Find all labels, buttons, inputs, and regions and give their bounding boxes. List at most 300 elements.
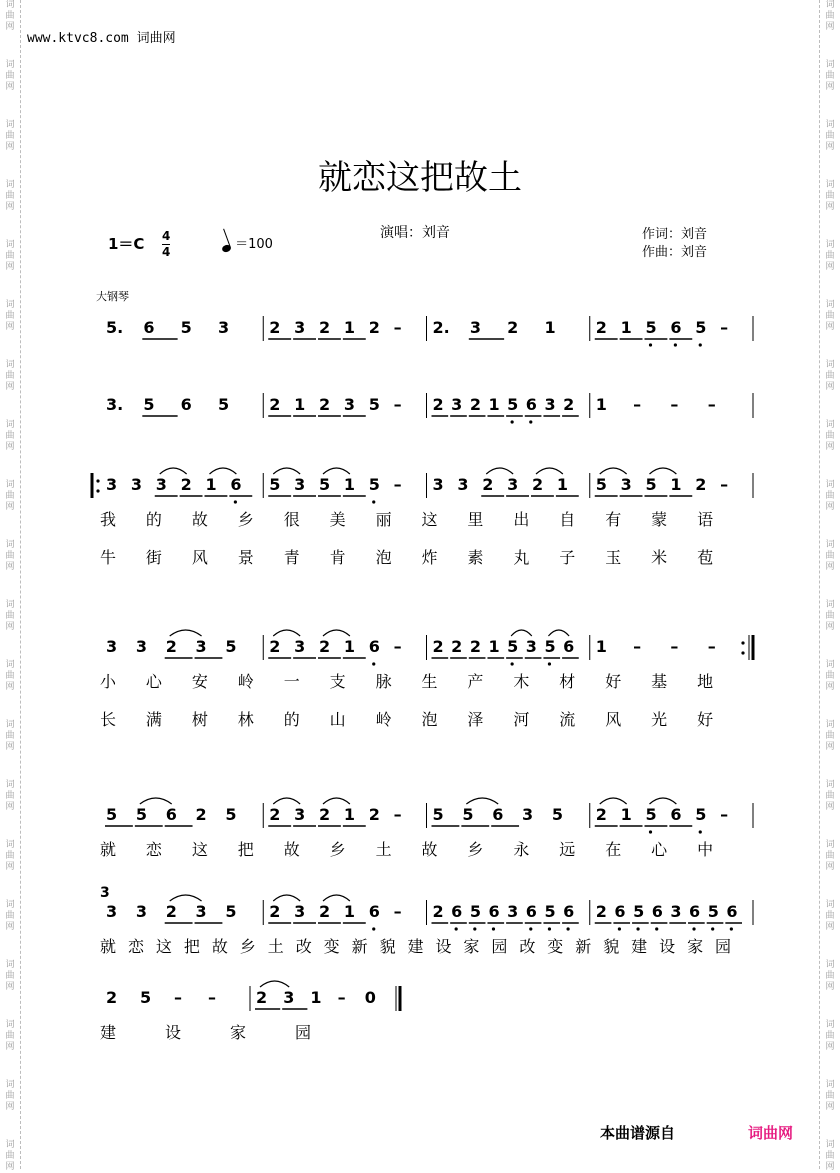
note: 2	[269, 902, 281, 921]
lyric-char: 山	[329, 710, 346, 729]
lyric-char: 自	[559, 510, 576, 529]
note: 5	[507, 637, 519, 656]
lyric-char: 土	[267, 937, 284, 956]
lyric-char: 泽	[467, 710, 484, 729]
note: 2	[195, 805, 207, 824]
lyric-char: 心	[145, 672, 162, 691]
octave-dot	[511, 420, 514, 423]
watermark-text: 词 曲 网	[825, 60, 835, 92]
note: 6	[230, 475, 242, 494]
note: 6	[563, 902, 575, 921]
note: 6	[651, 902, 663, 921]
note: –	[393, 805, 402, 824]
note: 3	[294, 475, 306, 494]
note: –	[393, 475, 402, 494]
watermark-text: 词 曲 网	[5, 1080, 15, 1112]
note: 2	[451, 637, 463, 656]
watermark-text: 词 曲 网	[5, 420, 15, 452]
lyric-char: 这	[155, 937, 172, 956]
lyric-char: 设	[435, 937, 452, 956]
note: 2	[165, 637, 177, 656]
lyric-char: 把	[237, 840, 254, 859]
lyric-char: 乡	[467, 840, 484, 859]
note: 5	[143, 395, 155, 414]
lyric-char: 里	[467, 510, 484, 529]
lyric-char: 心	[651, 840, 668, 859]
lyric-char: 建	[631, 937, 648, 956]
lyric-char: 这	[421, 510, 438, 529]
lyric-char: 恋	[145, 840, 162, 859]
lyric-char: 支	[329, 672, 346, 691]
watermark-text: 词 曲 网	[5, 0, 15, 32]
note: –	[720, 475, 729, 494]
note: 5	[319, 475, 331, 494]
lyric-char: 新	[575, 937, 592, 956]
octave-dot	[473, 927, 476, 930]
slur	[548, 630, 569, 636]
lyric-char: 风	[605, 710, 622, 729]
watermark-text: 词 曲 网	[825, 360, 835, 392]
note: 0	[364, 988, 376, 1007]
key-signature: 1＝C	[108, 235, 145, 253]
note: 1	[343, 318, 356, 337]
note: 2	[482, 475, 494, 494]
note: 5	[469, 902, 481, 921]
note: 1	[488, 637, 500, 656]
note: 3	[343, 395, 356, 414]
lyric-char: 安	[191, 672, 208, 691]
octave-dot	[649, 830, 652, 833]
lyric-char: 园	[491, 937, 508, 956]
time-signature-bottom: 4	[162, 245, 171, 259]
note: 5	[217, 395, 230, 414]
note: 3	[217, 318, 230, 337]
note: 3	[432, 475, 444, 494]
note: –	[720, 805, 729, 824]
note: 2	[595, 902, 607, 921]
note: –	[720, 318, 729, 337]
watermark-text: 词 曲 网	[825, 540, 835, 572]
slur	[273, 630, 300, 636]
note: 3	[135, 902, 147, 921]
note: 2	[532, 475, 544, 494]
slur	[650, 798, 677, 804]
lyric-char: 这	[191, 840, 208, 859]
note: 5	[225, 902, 237, 921]
slur	[323, 468, 350, 474]
watermark-text: 词 曲 网	[5, 60, 15, 92]
note: 2	[319, 805, 331, 824]
repeat-dot	[96, 489, 99, 492]
watermark-text: 词 曲 网	[825, 420, 835, 452]
note: 6	[525, 902, 537, 921]
octave-dot	[492, 927, 495, 930]
lyric-char: 地	[697, 672, 714, 691]
note: 3	[620, 475, 632, 494]
note: 2.	[432, 318, 450, 337]
lyric-char: 乡	[239, 937, 256, 956]
watermark-text: 词 曲 网	[825, 1020, 835, 1052]
lyric-char: 炸	[421, 548, 438, 567]
note: –	[337, 988, 346, 1007]
note: 5	[645, 318, 657, 337]
note: 3	[195, 637, 207, 656]
watermark-text: 词 曲 网	[5, 1020, 15, 1052]
note: 5	[633, 902, 645, 921]
watermark-text: 词 曲 网	[825, 240, 835, 272]
lyric-char: 生	[421, 672, 438, 691]
lyric-char: 的	[283, 710, 300, 729]
octave-dot	[529, 927, 532, 930]
note: 3	[544, 395, 556, 414]
note: 2	[269, 805, 281, 824]
octave-dot	[730, 927, 733, 930]
note: –	[707, 637, 716, 656]
repeat-dot	[741, 651, 744, 654]
note: 1	[205, 475, 217, 494]
watermark-text: 词 曲 网	[825, 480, 835, 512]
note: 1	[488, 395, 500, 414]
note: 5	[544, 637, 556, 656]
watermark-text: 词 曲 网	[5, 960, 15, 992]
note: 5.	[106, 318, 124, 337]
slur	[273, 895, 300, 901]
lyric-char: 我	[100, 510, 117, 529]
slur	[511, 630, 532, 636]
note: 2	[469, 637, 481, 656]
note: 3	[155, 475, 167, 494]
note: –	[393, 395, 402, 414]
note: 5	[180, 318, 192, 337]
watermark-text: 词 曲 网	[5, 540, 15, 572]
note: –	[208, 988, 216, 1007]
watermark-text: 词 曲 网	[5, 240, 15, 272]
note: 6	[368, 637, 380, 656]
lyric-char: 貌	[379, 937, 396, 956]
note: 1	[294, 395, 306, 414]
note: 5	[225, 637, 237, 656]
note: 3	[507, 475, 519, 494]
note: 3	[283, 988, 295, 1007]
lyric-char: 的	[145, 510, 162, 529]
note: 2	[695, 475, 707, 494]
note: 3	[195, 902, 207, 921]
lyric-char: 家	[230, 1023, 247, 1042]
note: 3	[294, 637, 306, 656]
octave-dot	[649, 343, 652, 346]
note: 3	[670, 902, 682, 921]
note: 2	[269, 395, 281, 414]
note: 2	[469, 395, 481, 414]
note: –	[670, 637, 679, 656]
note: 3	[130, 475, 143, 494]
lyric-char: 岭	[375, 710, 392, 729]
note: 2	[595, 318, 607, 337]
lyric-char: 变	[547, 937, 564, 956]
octave-dot	[674, 343, 677, 346]
note: 5	[269, 475, 281, 494]
lyric-char: 出	[513, 510, 530, 529]
octave-dot	[234, 500, 237, 503]
watermark-text: 词 曲 网	[5, 180, 15, 212]
note: 6	[525, 395, 537, 414]
note: 1	[343, 902, 356, 921]
note: 5	[551, 805, 564, 824]
note: 2	[319, 395, 331, 414]
note: 6	[165, 805, 177, 824]
lyric-char: 景	[237, 548, 254, 567]
slur	[273, 798, 300, 804]
note: 3	[522, 805, 534, 824]
lyric-char: 在	[605, 840, 622, 859]
source-site-link[interactable]: 词曲网	[748, 1124, 794, 1142]
note: 2	[180, 475, 192, 494]
octave-dot	[511, 662, 514, 665]
note: 6	[670, 318, 682, 337]
note: –	[633, 637, 642, 656]
lyric-char: 貌	[603, 937, 620, 956]
lyric-char: 玉	[605, 548, 622, 567]
note: 6	[368, 902, 380, 921]
slur	[600, 798, 627, 804]
lyric-char: 青	[283, 548, 300, 567]
slur	[536, 468, 563, 474]
lyric-char: 美	[329, 510, 346, 529]
note: 5	[695, 805, 707, 824]
lyric-char: 牛	[100, 548, 117, 567]
lyric-char: 就	[100, 937, 117, 956]
lyric-char: 好	[697, 710, 714, 729]
slur	[323, 630, 350, 636]
octave-dot	[655, 927, 658, 930]
lyric-char: 材	[559, 672, 576, 691]
lyric-char: 建	[407, 937, 424, 956]
watermark-text: 词 曲 网	[825, 960, 835, 992]
watermark-text: 词 曲 网	[825, 180, 835, 212]
note: 3	[106, 637, 118, 656]
slur	[486, 468, 513, 474]
note: 6	[451, 902, 463, 921]
note: –	[393, 318, 402, 337]
site-url[interactable]: www.ktvc8.com 词曲网	[27, 31, 176, 46]
note: 1	[544, 318, 556, 337]
watermark-text: 词 曲 网	[5, 360, 15, 392]
note: 3	[469, 318, 481, 337]
lyric-char: 乡	[237, 510, 254, 529]
slur	[160, 468, 187, 474]
lyric-char: 改	[519, 937, 536, 956]
note-prefix: 3	[100, 885, 110, 901]
slur	[650, 468, 677, 474]
octave-dot	[548, 662, 551, 665]
note: 5	[707, 902, 719, 921]
note: 5	[368, 395, 380, 414]
note: 5	[225, 805, 237, 824]
lyric-char: 故	[211, 937, 228, 956]
note: 2	[269, 318, 281, 337]
lyric-char: 有	[605, 510, 622, 529]
note: 2	[563, 395, 575, 414]
song-title: 就恋这把故土	[318, 158, 522, 198]
watermark-text: 词 曲 网	[825, 780, 835, 812]
lyric-char: 林	[237, 710, 254, 729]
singer-credit: 演唱：刘音	[380, 225, 450, 241]
lyric-char: 一	[283, 672, 300, 691]
lyric-char: 永	[513, 840, 530, 859]
lyric-char: 泡	[421, 710, 438, 729]
lyric-char: 故	[191, 510, 208, 529]
watermark-text: 词 曲 网	[5, 780, 15, 812]
note: 6	[689, 902, 701, 921]
lyric-char: 中	[697, 840, 714, 859]
note: 5	[462, 805, 474, 824]
note: 2	[319, 902, 331, 921]
note: 2	[256, 988, 268, 1007]
watermark-text: 词 曲 网	[825, 900, 835, 932]
note: 2	[319, 637, 331, 656]
note: 3	[294, 902, 306, 921]
note: 5	[368, 475, 380, 494]
octave-dot	[372, 927, 375, 930]
lyric-char: 故	[421, 840, 438, 859]
note: –	[174, 988, 182, 1007]
lyric-char: 泡	[375, 548, 392, 567]
lyric-char: 恋	[127, 937, 144, 956]
slur	[140, 798, 172, 804]
note: 6	[670, 805, 682, 824]
octave-dot	[711, 927, 714, 930]
note: 2	[432, 902, 444, 921]
watermark-text: 词 曲 网	[5, 1140, 15, 1172]
watermark-text: 词 曲 网	[825, 1080, 835, 1112]
note: 3	[135, 637, 147, 656]
source-label: 本曲谱源自	[600, 1124, 676, 1142]
note: 5	[595, 475, 607, 494]
note: 3.	[106, 395, 124, 414]
slur	[210, 468, 237, 474]
lyric-char: 新	[351, 937, 368, 956]
lyric-char: 远	[559, 840, 576, 859]
lyric-char: 蒙	[651, 510, 668, 529]
note: 3	[451, 395, 463, 414]
note: 3	[457, 475, 469, 494]
note: 1	[595, 637, 607, 656]
lyric-char: 好	[605, 672, 622, 691]
note: 2	[269, 637, 281, 656]
lyric-char: 产	[467, 672, 484, 691]
lyric-char: 家	[463, 937, 480, 956]
lyric-char: 丸	[513, 548, 530, 567]
watermark-text: 词 曲 网	[5, 120, 15, 152]
watermark-text: 词 曲 网	[825, 0, 835, 32]
note: 5	[140, 988, 152, 1007]
lyric-char: 建	[100, 1023, 117, 1042]
slur	[466, 798, 498, 804]
note: 6	[488, 902, 500, 921]
note: 1	[670, 475, 682, 494]
note: 5	[135, 805, 147, 824]
note: 1	[343, 475, 356, 494]
lyric-char: 丽	[375, 510, 392, 529]
watermark-text: 词 曲 网	[825, 840, 835, 872]
lyric-char: 故	[283, 840, 300, 859]
octave-dot	[548, 927, 551, 930]
repeat-dot	[741, 641, 744, 644]
note: –	[707, 395, 716, 414]
lyric-char: 设	[165, 1023, 182, 1042]
lyric-char: 风	[191, 548, 208, 567]
lyric-char: 子	[559, 548, 576, 567]
octave-dot	[372, 662, 375, 665]
lyric-char: 乡	[329, 840, 346, 859]
lyric-char: 苞	[697, 548, 714, 567]
note: 5	[645, 475, 657, 494]
note: 3	[525, 637, 537, 656]
lyric-char: 街	[145, 548, 162, 567]
watermark-text: 词 曲 网	[5, 300, 15, 332]
note: 2	[106, 988, 118, 1007]
note: 6	[143, 318, 155, 337]
watermark-text: 词 曲 网	[825, 600, 835, 632]
lyric-char: 很	[283, 510, 300, 529]
lyric-char: 变	[323, 937, 340, 956]
note: 5	[507, 395, 519, 414]
repeat-dot	[96, 479, 99, 482]
note: 5	[695, 318, 707, 337]
octave-dot	[372, 500, 375, 503]
watermark-text: 词 曲 网	[5, 660, 15, 692]
lyric-char: 设	[659, 937, 676, 956]
octave-dot	[699, 830, 702, 833]
watermark-text: 词 曲 网	[5, 840, 15, 872]
note: 5	[106, 805, 118, 824]
octave-dot	[636, 927, 639, 930]
lyric-char: 园	[295, 1023, 312, 1042]
note: 1	[556, 475, 569, 494]
lyric-char: 就	[100, 840, 117, 859]
note: 6	[726, 902, 738, 921]
note: 3	[106, 475, 118, 494]
watermark-text: 词 曲 网	[5, 600, 15, 632]
note: 6	[614, 902, 626, 921]
lyric-char: 素	[467, 548, 484, 567]
watermark-text: 词 曲 网	[825, 120, 835, 152]
watermark-text: 词 曲 网	[825, 300, 835, 332]
note: 5	[432, 805, 444, 824]
lyric-char: 园	[715, 937, 732, 956]
lyric-char: 土	[375, 840, 392, 859]
lyric-char: 光	[651, 710, 668, 729]
note: –	[633, 395, 642, 414]
composer-credit: 作曲：刘音	[642, 245, 708, 260]
slur	[170, 895, 202, 901]
slur	[323, 895, 350, 901]
lyric-char: 树	[191, 710, 208, 729]
lyric-char: 改	[295, 937, 312, 956]
lyric-char: 肯	[329, 548, 346, 567]
note: 5	[645, 805, 657, 824]
slur	[323, 798, 350, 804]
slur	[260, 981, 289, 987]
note: 6	[563, 637, 575, 656]
note: –	[393, 637, 402, 656]
lyric-char: 米	[651, 548, 668, 567]
slur	[600, 468, 627, 474]
note: 2	[432, 395, 444, 414]
note: 2	[368, 318, 380, 337]
note: 2	[319, 318, 331, 337]
note: 1	[595, 395, 607, 414]
